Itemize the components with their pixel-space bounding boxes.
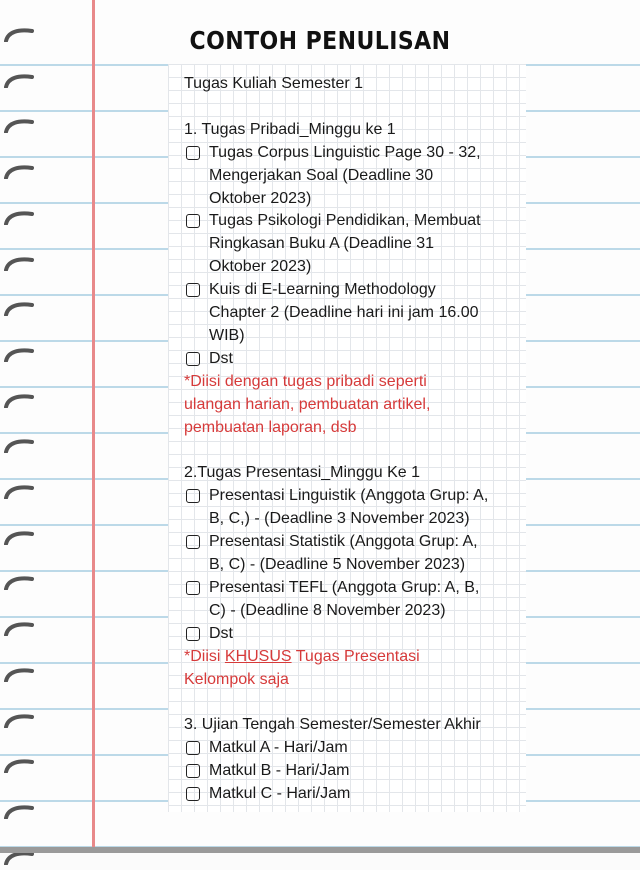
- checkbox-icon[interactable]: [186, 146, 200, 160]
- binding-ring-icon: [4, 668, 34, 682]
- binding-ring-icon: [4, 394, 34, 408]
- note-emphasis: KHUSUS: [224, 647, 292, 665]
- task-line: Matkul C - Hari/Jam: [209, 785, 351, 803]
- checkbox-icon[interactable]: [186, 214, 200, 228]
- binding-ring-icon: [4, 439, 34, 453]
- checkbox-icon[interactable]: [186, 283, 200, 297]
- task-line: Matkul B - Hari/Jam: [209, 762, 350, 780]
- task-item[interactable]: [184, 531, 504, 577]
- task-line: Oktober 2023): [209, 189, 312, 207]
- task-item[interactable]: [184, 577, 504, 623]
- task-line: Presentasi TEFL (Anggota Grup: A, B,: [209, 578, 480, 596]
- task-item[interactable]: [184, 210, 504, 279]
- binding-ring-icon: [4, 119, 34, 133]
- section-exams: [184, 714, 504, 806]
- checkbox-icon[interactable]: [186, 764, 200, 778]
- task-line: Ringkasan Buku A (Deadline 31: [209, 235, 435, 253]
- task-line: Chapter 2 (Deadline hari ini jam 16.00: [209, 304, 479, 322]
- task-line: Presentasi Linguistik (Anggota Grup: A,: [209, 487, 489, 505]
- binding-ring-icon: [4, 805, 34, 819]
- task-item[interactable]: [184, 142, 504, 211]
- task-list: [184, 73, 504, 806]
- binding-ring-icon: [4, 531, 34, 545]
- section-note: [184, 646, 504, 669]
- section-note: Kelompok saja: [184, 670, 289, 688]
- task-item[interactable]: [184, 485, 504, 531]
- task-line: Tugas Corpus Linguistic Page 30 - 32,: [209, 143, 481, 161]
- task-item[interactable]: [184, 737, 504, 760]
- task-item[interactable]: [184, 623, 504, 646]
- binding-ring-icon: [4, 759, 34, 773]
- binding-ring-icon: [4, 211, 34, 225]
- task-item[interactable]: [184, 279, 504, 348]
- task-line: Dst: [209, 624, 233, 642]
- task-line: Dst: [209, 349, 233, 367]
- margin-line: [92, 0, 95, 853]
- section-heading: 3. Ujian Tengah Semester/Semester Akhir: [184, 716, 481, 734]
- task-line: Kuis di E-Learning Methodology: [209, 281, 436, 299]
- task-line: Tugas Psikologi Pendidikan, Membuat: [209, 212, 481, 230]
- bottom-edge: [0, 847, 640, 853]
- note-text: Tugas Presentasi: [291, 647, 420, 665]
- binding-ring-icon: [4, 485, 34, 499]
- binding-ring-icon: [4, 576, 34, 590]
- section-personal-tasks: [184, 119, 504, 440]
- task-item[interactable]: [184, 783, 504, 806]
- task-line: Oktober 2023): [209, 258, 312, 276]
- section-heading: 2.Tugas Presentasi_Minggu Ke 1: [184, 464, 420, 482]
- checkbox-icon[interactable]: [186, 352, 200, 366]
- task-line: Matkul A - Hari/Jam: [209, 739, 348, 757]
- task-item[interactable]: [184, 760, 504, 783]
- checkbox-icon[interactable]: [186, 741, 200, 755]
- task-line: B, C,) - (Deadline 3 November 2023): [209, 510, 470, 528]
- doc-title: Tugas Kuliah Semester 1: [184, 75, 364, 92]
- section-presentation-tasks: [184, 462, 504, 691]
- checkbox-icon[interactable]: [186, 581, 200, 595]
- task-line: Mengerjakan Soal (Deadline 30: [209, 166, 434, 184]
- binding-ring-icon: [4, 165, 34, 179]
- binding-ring-icon: [4, 348, 34, 362]
- task-line: C) - (Deadline 8 November 2023): [209, 601, 446, 619]
- binding-ring-icon: [4, 74, 34, 88]
- task-line: B, C) - (Deadline 5 November 2023): [209, 556, 466, 573]
- note-text: *Diisi: [184, 647, 225, 665]
- binding-ring-icon: [4, 622, 34, 636]
- section-heading: 1. Tugas Pribadi_Minggu ke 1: [184, 120, 396, 138]
- binding-ring-icon: [4, 302, 34, 316]
- task-line: Presentasi Statistik (Anggota Grup: A,: [209, 533, 478, 551]
- binding-ring-icon: [4, 28, 34, 42]
- section-note: *Diisi dengan tugas pribadi seperti: [184, 372, 427, 390]
- page-title: CONTOH PENULISAN: [189, 26, 451, 55]
- task-item[interactable]: [184, 348, 504, 371]
- checkbox-icon[interactable]: [186, 787, 200, 801]
- binding-ring-icon: [4, 714, 34, 728]
- checkbox-icon[interactable]: [186, 535, 200, 549]
- section-note: pembuatan laporan, dsb: [184, 418, 357, 436]
- checkbox-icon[interactable]: [186, 627, 200, 641]
- task-line: WIB): [209, 326, 245, 344]
- checkbox-icon[interactable]: [186, 489, 200, 503]
- binding-ring-icon: [4, 257, 34, 271]
- section-note: ulangan harian, pembuatan artikel,: [184, 395, 431, 413]
